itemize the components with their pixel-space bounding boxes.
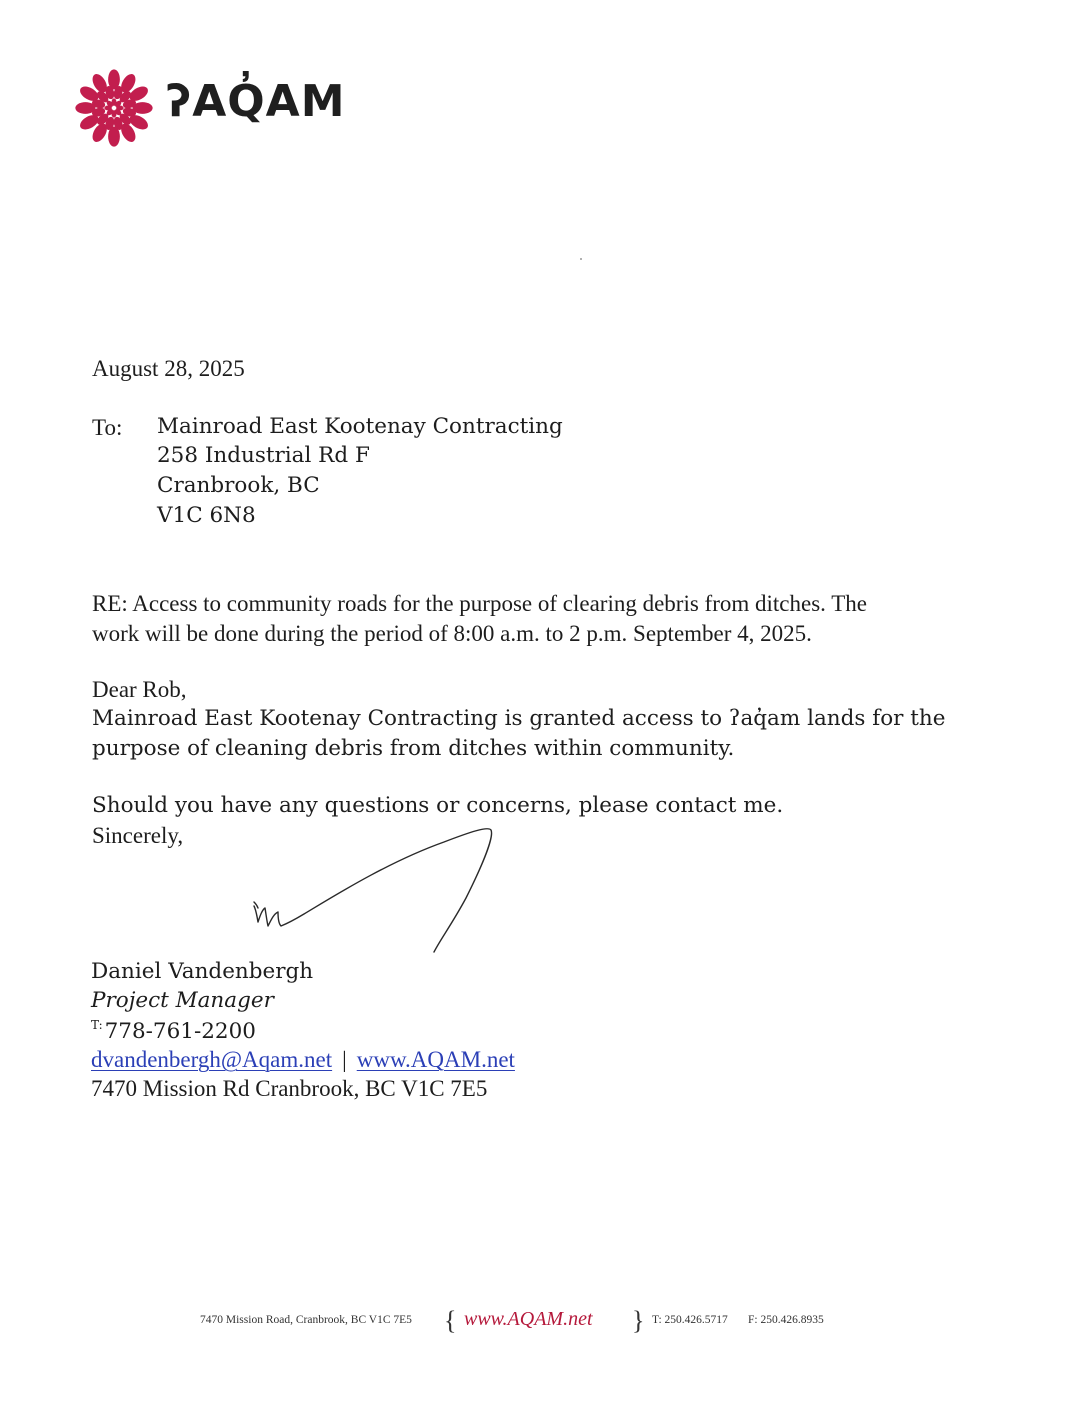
closing-line: Should you have any questions or concerns, please contact me. — [92, 793, 784, 818]
letterhead-footer — [200, 1308, 860, 1334]
footer-website[interactable]: www.AQAM.net — [464, 1308, 593, 1330]
link-separator: | — [342, 1047, 347, 1072]
to-label: To: — [92, 415, 123, 440]
footer-address: 7470 Mission Road, Cranbrook, BC V1C 7E5 — [200, 1314, 412, 1326]
body-line-2: purpose of cleaning debris from ditches within community. — [92, 736, 735, 761]
body-line-1: Mainroad East Kootenay Contracting is granted access to ʔaq̓am lands for the — [92, 706, 946, 731]
footer-fax: F: 250.426.8935 — [748, 1314, 824, 1326]
logo-wordmark: ʔAQ̓AM — [166, 76, 346, 127]
footer-phone: T: 250.426.5717 — [652, 1314, 728, 1326]
salutation: Dear Rob, — [92, 677, 187, 702]
signer-name: Daniel Vandenbergh — [91, 959, 314, 984]
letter-date: August 28, 2025 — [92, 356, 245, 381]
recipient-line-1: Mainroad East Kootenay Contracting — [157, 414, 563, 439]
signer-address: 7470 Mission Rd Cranbrook, BC V1C 7E5 — [91, 1076, 488, 1101]
signer-phone: 778-761-2200 — [104, 1019, 256, 1044]
phone-prefix: T: — [91, 1018, 103, 1032]
footer-brace-close: } — [632, 1306, 645, 1335]
footer-brace-open: { — [444, 1306, 457, 1335]
signer-phone-row — [91, 1019, 256, 1043]
recipient-line-3: Cranbrook, BC — [157, 473, 320, 498]
recipient-line-4: V1C 6N8 — [157, 503, 256, 528]
signer-title: Project Manager — [91, 988, 274, 1013]
recipient-line-2: 258 Industrial Rd F — [157, 443, 370, 468]
contact-links-row — [91, 1048, 515, 1071]
scan-speck — [580, 258, 582, 260]
email-link[interactable]: dvandenbergh@Aqam.net — [91, 1047, 333, 1072]
sign-off: Sincerely, — [92, 823, 184, 848]
aqam-flower-logo-icon — [72, 66, 156, 150]
re-line-1: RE: Access to community roads for the purpose of clearing debris from ditches. The — [92, 591, 867, 616]
re-line-2: work will be done during the period of 8:00 a.m. to 2 p.m. September 4, 2025. — [92, 621, 812, 646]
handwritten-signature — [248, 822, 508, 962]
website-link[interactable]: www.AQAM.net — [356, 1047, 515, 1072]
